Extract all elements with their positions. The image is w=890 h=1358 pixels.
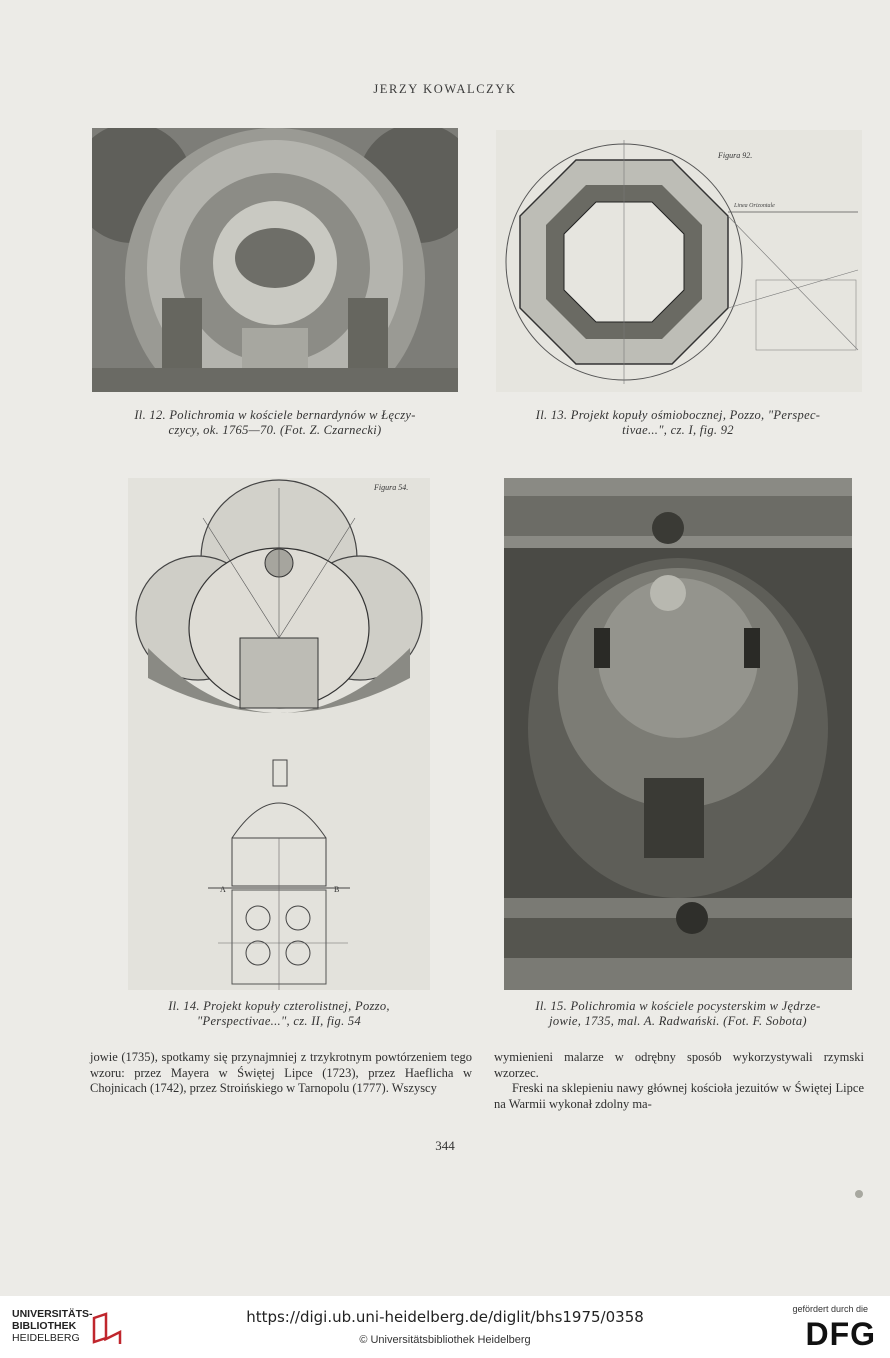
body-left-column <box>90 1050 472 1097</box>
funded-by-label: gefördert durch die <box>792 1304 868 1314</box>
caption-figure-15: Il. 15. Polichromia w kościele pocysterskim w Jędrze- jowie, 1735, mal. A. Radwański. (Fot. F. Sobota) <box>535 999 821 1028</box>
figure-15-photo <box>504 478 852 990</box>
caption-figure-14: Il. 14. Projekt kopuły czterolistnej, Pozzo, "Perspectivae...", cz. II, fig. 54 <box>168 999 390 1028</box>
octagonal-dome-drawing <box>496 130 862 392</box>
body-right-paragraph-1: wymienieni malarze w odrębny sposób wykorzystywali rzymski wzorzec. <box>494 1050 864 1080</box>
page-number: 344 <box>435 1138 455 1153</box>
running-head: JERZY KOWALCZYK <box>373 82 517 96</box>
figure-14-drawing <box>128 478 430 990</box>
figure-14-label-a: A <box>220 885 226 894</box>
figure-14-label-b: B <box>334 885 340 894</box>
figure-14-inscription: Figura 54. <box>374 483 409 492</box>
body-right-column <box>494 1050 864 1112</box>
figure-13-drawing <box>496 130 862 392</box>
viewer-footer <box>0 1296 890 1358</box>
figure-13-line-label: Linea Orizontale <box>734 203 775 209</box>
body-right-paragraph-2: Freski na sklepieniu nawy głównej kościoła jezuitów w Świętej Lipce na Warmii wykonał zdolny ma- <box>494 1081 864 1111</box>
figure-13-inscription: Figura 92. <box>718 151 753 160</box>
quatrefoil-dome-drawing <box>128 478 430 990</box>
university-library-logo[interactable]: UNIVERSITÄTS- BIBLIOTHEK HEIDELBERG <box>12 1308 132 1348</box>
body-left-paragraph: jowie (1735), spotkamy się przynajmniej z trzykrotnym powtórzeniem tego wzoru: przez Mayera w Świętej Lipce (1723), przez Haeflicha w Chojnicach (1742), przez Stroińskiego w Tarnopolu (1777). Wszyscy <box>90 1050 472 1095</box>
permalink-url[interactable]: https://digi.ub.uni-heidelberg.de/diglit/bhs1975/0358 <box>246 1308 644 1326</box>
dome-photo-image <box>92 128 458 392</box>
dfg-logo[interactable]: DFG <box>805 1316 876 1352</box>
ceiling-photo-image <box>504 478 852 990</box>
caption-figure-13: Il. 13. Projekt kopuły ośmiobocznej, Pozzo, "Perspec- tivae...", cz. I, fig. 92 <box>535 408 821 437</box>
caption-figure-12: Il. 12. Polichromia w kościele bernardynów w Łęczy- czycy, ok. 1765—70. (Fot. Z. Czarnecki) <box>134 408 416 437</box>
copyright-notice: © Universitätsbibliothek Heidelberg <box>359 1334 531 1346</box>
page-spot <box>855 1190 863 1198</box>
figure-12-photo <box>92 128 458 392</box>
